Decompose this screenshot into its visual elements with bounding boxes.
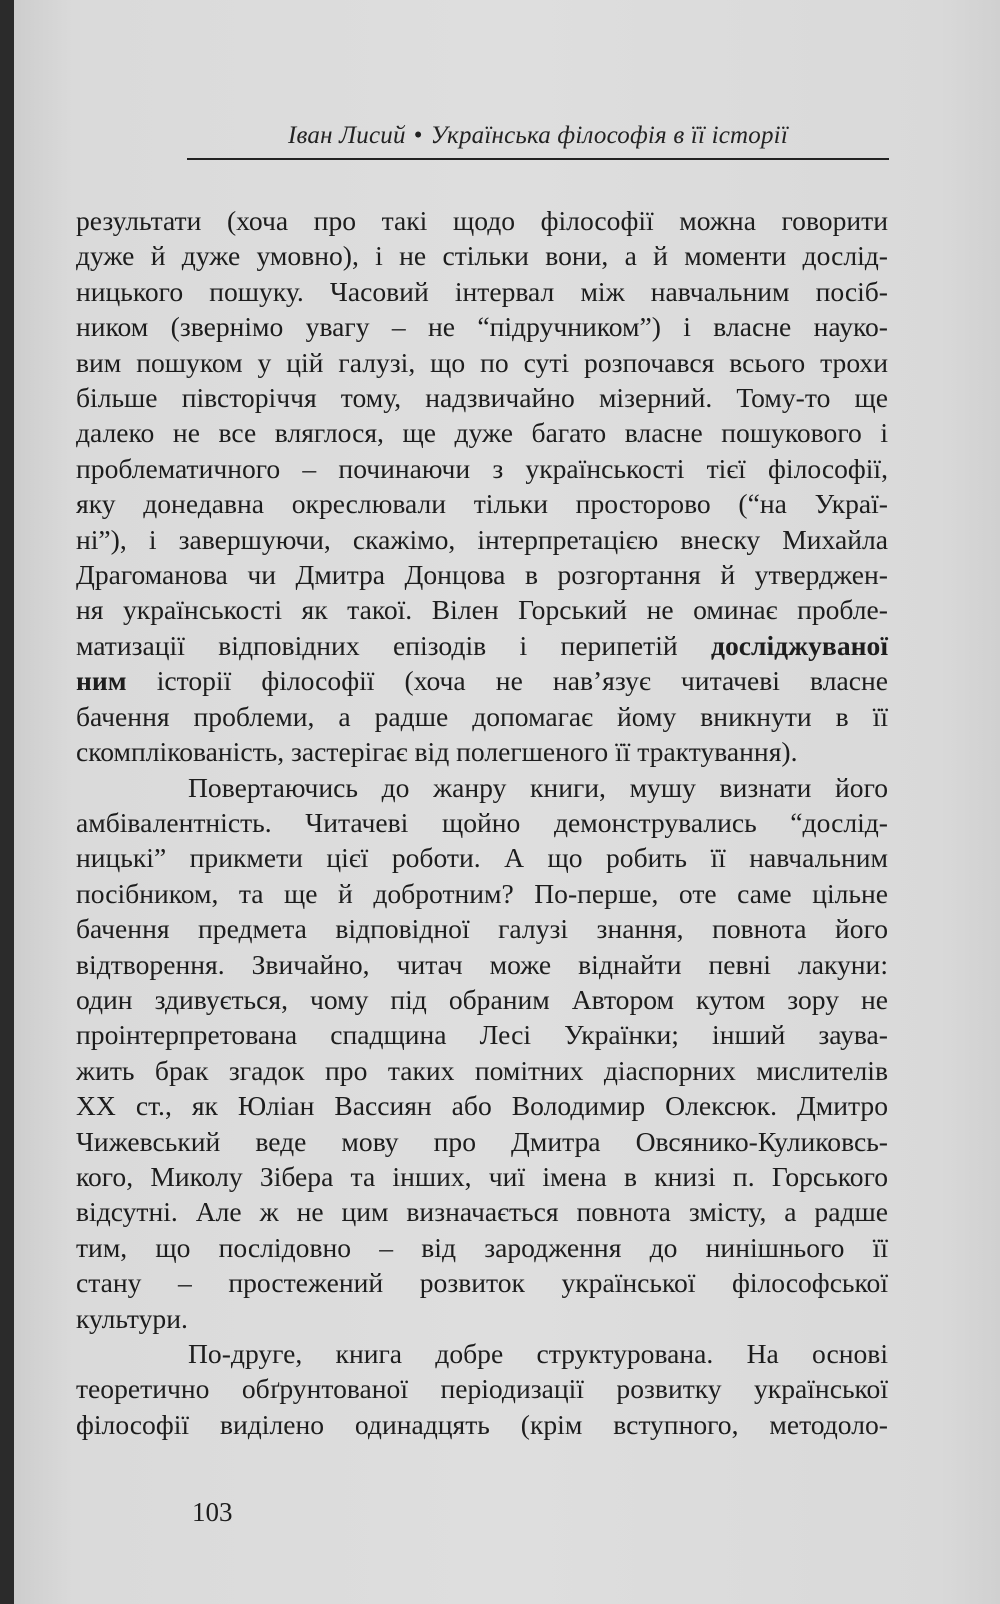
text-line: Чижевський веде мову про Дмитра Овсянико-Куликовсь- (76, 1125, 888, 1157)
text-line: XX ст., як Юліан Вассиян або Володимир Олексюк. Дмитро (76, 1090, 888, 1122)
text-line: філософії виділено одинадцять (крім вступного, методоло- (76, 1408, 888, 1440)
text-line: один здивується, чому під обраним Автором кутом зору не (76, 983, 888, 1015)
text-line: бачення проблеми, а радше допомагає йому вникнути в її (76, 700, 888, 732)
text-line-with-bold (76, 628, 888, 663)
header-author: Іван Лисий (288, 122, 406, 149)
text-line: стану – простежений розвиток української філософської (76, 1267, 888, 1299)
text-line: жить брак згадок про таких помітних діаспорних мислителів (76, 1054, 888, 1086)
text-line: ня українськості як такої. Вілен Горський не оминає пробле- (76, 594, 888, 626)
text-line: амбівалентність. Читачеві щойно демонструвались “дослід- (76, 806, 888, 838)
paragraph-first-line: По-друге, книга добре структурована. На основі (188, 1338, 888, 1369)
running-header (187, 122, 889, 160)
text-line: посібником, та ще й добротним? По-перше, оте саме цільне (76, 877, 888, 909)
text-segment: матизації відповідних епізодів і перипетій (76, 629, 678, 661)
text-line: скомплікованість, застерігає від полегшеного її трактування). (76, 736, 798, 768)
bold-term: ним (76, 665, 127, 697)
text-line: Драгоманова чи Дмитра Донцова в розгортання й утверджен- (76, 559, 888, 591)
text-line: ні”), і завершуючи, скажімо, інтерпретацією внеску Михайла (76, 523, 888, 555)
text-line: ницького пошуку. Часовий інтервал між навчальним посіб- (76, 275, 888, 307)
text-line-with-bold (76, 663, 888, 698)
text-line: тим, що послідовно – від зародження до нинішнього її (76, 1231, 888, 1263)
text-line: теоретично обґрунтованої періодизації розвитку української (76, 1373, 888, 1405)
body-text (76, 203, 888, 1442)
text-line: проінтерпретована спадщина Лесі Українки; інший заува- (76, 1019, 888, 1051)
text-line: проблематичного – починаючи з українськості тієї філософії, (76, 452, 888, 484)
header-separator: • (413, 122, 423, 149)
text-line: результати (хоча про такі щодо філософії можна говорити (76, 205, 888, 236)
header-title: Українська філософія в її історії (430, 122, 788, 149)
text-line: відтворення. Звичайно, читач може віднайти певні лакуни: (76, 948, 888, 980)
text-line: бачення предмета відповідної галузі знання, повнота його (76, 913, 888, 945)
bold-term: досліджуваної (711, 629, 888, 661)
text-line: кого, Миколу Зібера та інших, чиї імена в книзі п. Горського (76, 1160, 888, 1192)
text-line: культури. (76, 1302, 188, 1334)
text-line: відсутні. Але ж не цим визначається повнота змісту, а радше (76, 1196, 888, 1228)
text-line: далеко не все вляглося, ще дуже багато власне пошукового і (76, 417, 888, 449)
text-line: ницькі” прикмети цієї роботи. А що робить її навчальним (76, 842, 888, 874)
text-line: дуже й дуже умовно), і не стільки вони, а й моменти дослід- (76, 240, 888, 272)
page-number: 103 (192, 1497, 233, 1527)
text-line: більше півсторіччя тому, надзвичайно мізерний. Тому-то ще (76, 382, 888, 414)
text-line: яку донедавна окреслювали тільки просторово (“на Украї- (76, 488, 888, 520)
text-line: вим пошуком у цій галузі, що по суті розпочався всього трохи (76, 346, 888, 378)
book-page (14, 0, 1000, 1604)
text-segment: історії філософії (хоча не нав’язує читачеві власне (156, 665, 888, 697)
text-line: ником (звернімо увагу – не “підручником”) і власне науко- (76, 311, 888, 343)
paragraph-first-line: Повертаючись до жанру книги, мушу визнати його (188, 771, 888, 803)
